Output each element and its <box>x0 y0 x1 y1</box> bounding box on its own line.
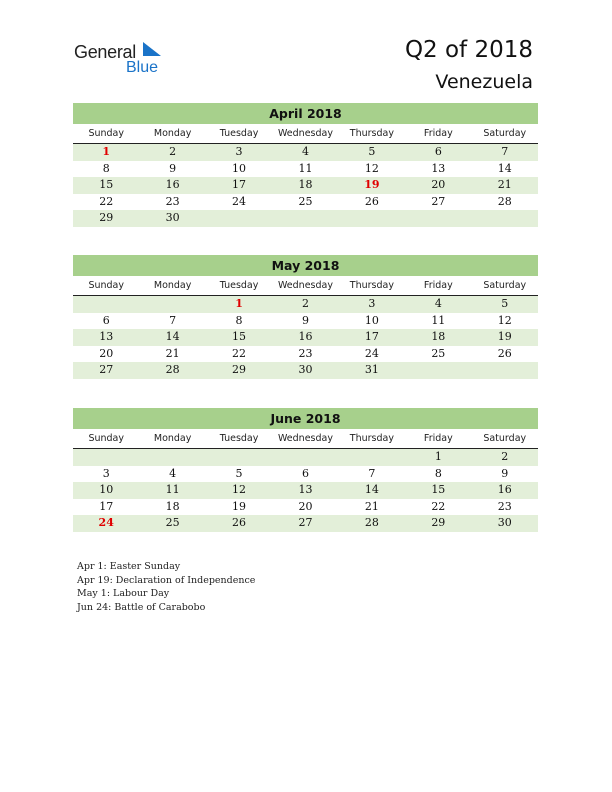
date-cell <box>405 210 471 227</box>
weekday-label: Saturday <box>483 433 527 444</box>
logo-general-text: General <box>74 42 136 62</box>
weekday-label: Tuesday <box>219 280 259 291</box>
weekday-label: Monday <box>153 433 192 444</box>
date-cell: 9 <box>301 313 309 327</box>
date-cell: 21 <box>165 346 180 360</box>
month-calendar-april <box>73 103 538 227</box>
week-row <box>73 515 538 532</box>
date-cell: 21 <box>364 499 379 513</box>
week-row <box>73 346 538 363</box>
date-cell: 8 <box>235 313 243 327</box>
weekday-label: Sunday <box>88 433 124 444</box>
weekday-label: Sunday <box>88 128 124 139</box>
week-row <box>73 466 538 483</box>
country-name: Venezuela <box>435 71 533 93</box>
weekday-label: Wednesday <box>277 280 333 291</box>
page-title: Q2 of 2018 <box>404 37 533 63</box>
date-cell: 29 <box>99 211 114 224</box>
date-cell: 25 <box>431 346 446 360</box>
date-cell <box>73 296 139 313</box>
weekday-label: Monday <box>153 280 192 291</box>
date-cell: 9 <box>501 466 509 480</box>
date-cell: 28 <box>364 516 379 529</box>
date-cell: 12 <box>232 483 247 496</box>
holiday-date-cell: 1 <box>235 297 243 310</box>
logo-blue-text: Blue <box>126 59 159 76</box>
date-cell: 18 <box>431 330 446 343</box>
date-cell: 4 <box>169 466 177 480</box>
date-cell: 16 <box>298 330 313 343</box>
date-cell: 19 <box>497 330 512 343</box>
weekday-label: Monday <box>153 128 192 139</box>
week-row <box>73 449 538 466</box>
generalblue-logo <box>74 42 174 78</box>
date-cell: 11 <box>298 161 313 175</box>
date-cell: 25 <box>298 194 313 208</box>
date-cell: 3 <box>102 466 110 480</box>
month-calendar-june <box>73 408 538 532</box>
week-row <box>73 194 538 211</box>
date-cell: 5 <box>501 297 509 310</box>
date-cell: 28 <box>165 363 180 376</box>
date-cell: 22 <box>232 346 247 360</box>
month-title: May 2018 <box>73 255 538 276</box>
date-cell: 10 <box>99 483 114 496</box>
date-cell <box>339 210 405 227</box>
date-cell: 23 <box>165 194 180 208</box>
date-cell: 23 <box>298 346 313 360</box>
date-cell: 30 <box>497 516 512 529</box>
date-cell: 11 <box>431 313 446 327</box>
weekday-label: Thursday <box>349 433 394 444</box>
week-row <box>73 296 538 313</box>
date-cell: 3 <box>235 145 243 158</box>
date-cell: 16 <box>165 178 180 191</box>
date-cell: 11 <box>165 483 180 496</box>
date-cell: 9 <box>169 161 177 175</box>
date-cell: 6 <box>434 145 442 158</box>
date-cell: 14 <box>497 161 512 175</box>
date-cell: 29 <box>232 363 247 376</box>
date-cell: 16 <box>497 483 512 496</box>
week-row <box>73 499 538 516</box>
date-cell: 26 <box>364 194 379 208</box>
date-cell: 13 <box>431 161 446 175</box>
date-cell: 22 <box>99 194 114 208</box>
date-cell: 18 <box>165 499 180 513</box>
date-cell <box>272 449 338 466</box>
date-cell: 1 <box>434 450 442 463</box>
date-cell: 13 <box>298 483 313 496</box>
holiday-date-cell: 19 <box>364 178 380 191</box>
date-cell: 12 <box>497 313 512 327</box>
weekday-header-row <box>73 124 538 144</box>
date-cell <box>206 210 272 227</box>
weekday-label: Thursday <box>349 280 394 291</box>
weekday-label: Wednesday <box>277 433 333 444</box>
date-cell: 31 <box>364 363 379 376</box>
week-row <box>73 177 538 194</box>
date-cell: 6 <box>301 466 309 480</box>
date-cell: 17 <box>99 499 114 513</box>
date-cell: 15 <box>232 330 247 343</box>
week-row <box>73 362 538 379</box>
date-cell: 2 <box>169 145 177 158</box>
weekday-label: Friday <box>423 128 453 139</box>
date-cell: 30 <box>298 363 313 376</box>
date-cell: 20 <box>99 346 114 360</box>
weekday-label: Thursday <box>349 128 394 139</box>
date-cell: 28 <box>497 194 512 208</box>
holiday-notes <box>77 560 255 614</box>
date-cell: 26 <box>497 346 512 360</box>
date-cell: 15 <box>99 178 114 191</box>
weekday-label: Friday <box>423 433 453 444</box>
weekday-label: Saturday <box>483 128 527 139</box>
date-cell: 20 <box>298 499 313 513</box>
week-row <box>73 329 538 346</box>
date-cell: 17 <box>232 178 247 191</box>
date-cell: 27 <box>298 516 313 529</box>
holiday-note: Apr 1: Easter Sunday <box>77 561 181 572</box>
date-cell: 22 <box>431 499 446 513</box>
date-cell <box>472 362 538 379</box>
date-cell: 12 <box>364 161 379 175</box>
date-cell: 20 <box>431 178 446 191</box>
date-cell: 4 <box>301 145 309 158</box>
holiday-note: May 1: Labour Day <box>77 588 170 599</box>
date-cell: 2 <box>301 297 309 310</box>
date-cell: 2 <box>501 450 509 463</box>
date-cell: 10 <box>232 161 247 175</box>
holiday-date-cell: 1 <box>102 145 111 158</box>
week-row <box>73 144 538 161</box>
date-cell <box>405 362 471 379</box>
date-cell: 3 <box>368 297 376 310</box>
date-cell: 26 <box>232 516 247 529</box>
date-cell: 5 <box>235 466 243 480</box>
weekday-header-row <box>73 276 538 296</box>
date-cell: 13 <box>99 330 114 343</box>
date-cell: 21 <box>497 178 512 191</box>
date-cell: 27 <box>431 194 446 208</box>
date-cell: 23 <box>497 499 512 513</box>
week-row <box>73 313 538 330</box>
weekday-label: Sunday <box>88 280 124 291</box>
month-title: April 2018 <box>73 103 538 124</box>
date-cell: 7 <box>368 466 376 480</box>
date-cell <box>73 449 139 466</box>
date-cell: 19 <box>232 499 247 513</box>
date-cell <box>472 210 538 227</box>
week-row <box>73 210 538 227</box>
weekday-header-row <box>73 429 538 449</box>
weekday-label: Friday <box>423 280 453 291</box>
date-cell: 14 <box>165 330 180 343</box>
date-cell <box>139 296 205 313</box>
holiday-date-cell: 24 <box>98 516 114 529</box>
week-row <box>73 161 538 178</box>
date-cell: 17 <box>364 330 379 343</box>
weekday-label: Tuesday <box>219 128 259 139</box>
date-cell: 5 <box>368 145 376 158</box>
date-cell: 27 <box>99 363 114 376</box>
month-title: June 2018 <box>73 408 538 429</box>
date-cell: 15 <box>431 483 446 496</box>
month-calendar-may <box>73 255 538 379</box>
weekday-label: Saturday <box>483 280 527 291</box>
date-cell: 10 <box>364 313 379 327</box>
date-cell: 7 <box>169 313 177 327</box>
weekday-label: Tuesday <box>219 433 259 444</box>
date-cell: 18 <box>298 178 313 191</box>
date-cell: 29 <box>431 516 446 529</box>
holiday-note: Apr 19: Declaration of Independence <box>77 574 256 586</box>
weekday-label: Wednesday <box>277 128 333 139</box>
date-cell <box>139 449 205 466</box>
date-cell: 30 <box>165 211 180 224</box>
date-cell: 4 <box>434 297 442 310</box>
date-cell <box>206 449 272 466</box>
date-cell: 8 <box>102 161 110 175</box>
date-cell: 7 <box>501 145 509 158</box>
date-cell: 14 <box>364 483 379 496</box>
date-cell: 24 <box>364 346 379 360</box>
date-cell: 6 <box>102 313 110 327</box>
logo-triangle-icon <box>141 42 163 58</box>
holiday-note: Jun 24: Battle of Carabobo <box>77 601 206 613</box>
date-cell: 8 <box>434 466 442 480</box>
date-cell <box>272 210 338 227</box>
date-cell: 25 <box>165 516 180 529</box>
date-cell <box>339 449 405 466</box>
week-row <box>73 482 538 499</box>
date-cell: 24 <box>232 194 247 208</box>
